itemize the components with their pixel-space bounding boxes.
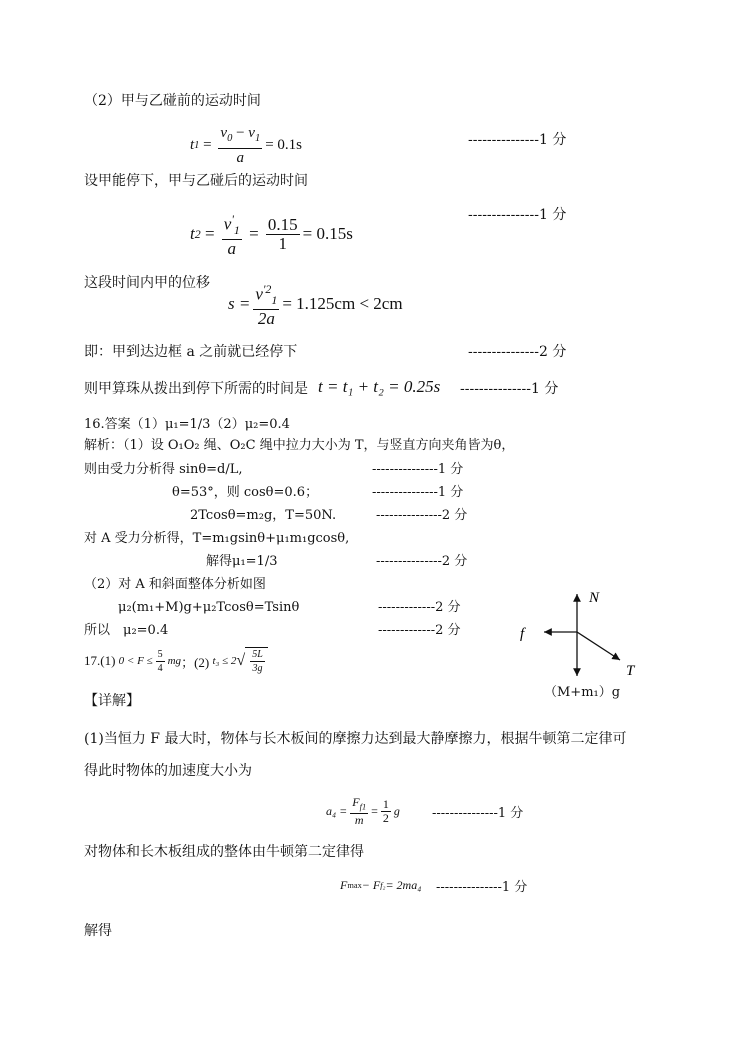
q16-line: μ₂(m₁+M)g+μ₂Tcosθ=Tsinθ — [118, 600, 300, 615]
q16-line: 对 A 受力分析得，T=m₁gsinθ+μ₁m₁gcosθ, — [84, 531, 350, 546]
q16-line: 则由受力分析得 sinθ=d/L, — [84, 462, 243, 477]
total-time-equation: t = t₁ + t₂ = 0.25s — [318, 377, 441, 396]
score-mark: ---------------1 分 — [372, 462, 464, 477]
q16-line: 解得μ₁=1/3 — [206, 554, 278, 569]
q16-line: 所以 μ₂=0.4 — [84, 623, 169, 638]
score-mark: ---------------2 分 — [376, 508, 468, 523]
equation-fmax: F max − F f₂ = 2ma₄ — [340, 878, 422, 892]
paragraph-line: 得此时物体的加速度大小为 — [84, 763, 252, 779]
score-mark: ---------------1 分 — [372, 485, 464, 500]
score-mark: ---------------2 分 — [468, 344, 567, 360]
equation-t2: t 2 = $\frac{v'_1}{a}$ = $\frac{0.15}{1}$ = 0.15s — [190, 212, 353, 259]
section-2-title: （2）甲与乙碰前的运动时间 — [84, 93, 261, 109]
q17-answer: 17.(1) 0 < F ≤ $\frac{5}{4}$ mg ；(2) t₃ ≤ 2 √ $\frac{5L}{3g}$ — [84, 647, 268, 675]
q16-line: 2Tcosθ=m₂g，T=50N. — [190, 508, 337, 523]
score-mark: ---------------1 分 — [468, 207, 567, 223]
q16-line: θ=53°，则 cosθ=0.6； — [172, 485, 319, 500]
score-mark: ---------------1 分 — [468, 132, 567, 148]
displacement-line: 这段时间内甲的位移 — [84, 275, 210, 291]
label-gravity: （M+m₁）g — [544, 685, 621, 700]
equation-s: s = $\frac{v^{'2}_1}{2a}$ = 1.125cm < 2cm — [228, 282, 403, 329]
label-n: N — [589, 590, 600, 606]
equation-a4: a₄ = $\frac{F_{f1}}{m}$ = $\frac{1}{2}$ g — [326, 795, 400, 828]
solve-label: 解得 — [84, 923, 112, 939]
equation-t1: t 1 = $\frac{v_0 - v_1}{a}$ = 0.1s — [190, 125, 302, 166]
tension-arrow — [577, 632, 620, 660]
total-time-line: 则甲算珠从拨出到停下所需的时间是 — [84, 381, 308, 397]
score-mark: -------------2 分 — [378, 623, 461, 638]
label-t: T — [626, 663, 635, 679]
score-mark: -------------2 分 — [378, 600, 461, 615]
q16-line: （2）对 A 和斜面整体分析如图 — [84, 577, 266, 592]
label-f: f — [520, 626, 525, 642]
whole-system-line: 对物体和长木板组成的整体由牛顿第二定律得 — [84, 844, 364, 860]
paragraph-line: (1)当恒力 F 最大时，物体与长木板间的摩擦力达到最大静摩擦力，根据牛顿第二定律可 — [84, 731, 627, 747]
fraction-t1: $\frac{v_0 - v_1}{a}$ — [220, 125, 261, 166]
detail-label: 【详解】 — [84, 693, 140, 709]
stop-line: 设甲能停下，甲与乙碰后的运动时间 — [84, 173, 308, 189]
score-mark: ---------------1 分 — [432, 806, 524, 821]
conclusion-line: 即：甲到达边框 a 之前就已经停下 — [84, 344, 298, 360]
score-mark: ---------------2 分 — [376, 554, 468, 569]
q16-answer: 16.答案（1）μ₁=1/3（2）μ₂=0.4 — [84, 417, 290, 432]
q16-analysis: 解析：（1）设 O₁O₂ 绳、O₂C 绳中拉力大小为 T，与竖直方向夹角皆为θ， — [84, 438, 515, 453]
score-mark: ---------------1 分 — [460, 381, 559, 397]
score-mark: ---------------1 分 — [436, 880, 528, 895]
force-diagram — [500, 580, 680, 700]
